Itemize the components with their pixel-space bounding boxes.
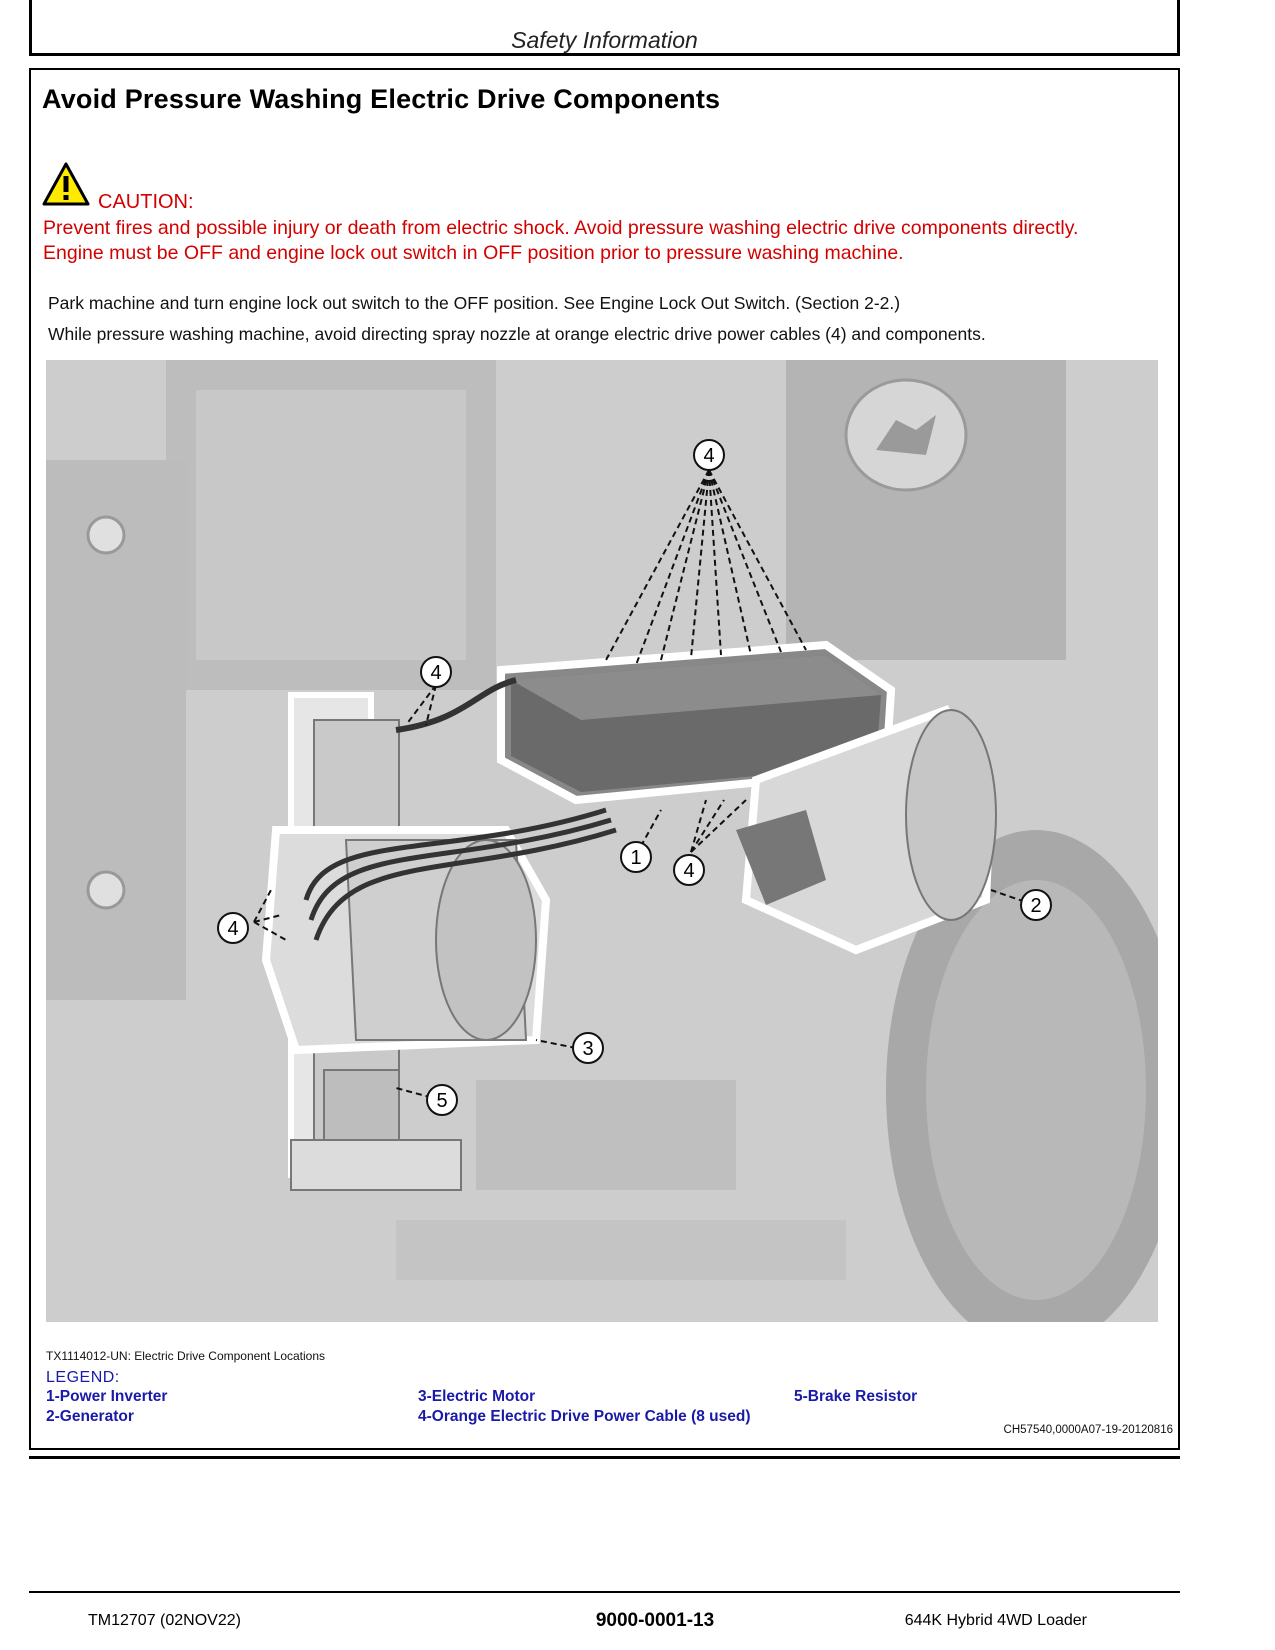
callout-4-motor (218, 913, 248, 943)
svg-text:1: 1 (630, 847, 642, 869)
header-title: Safety Information (511, 27, 698, 53)
instructions (48, 288, 986, 350)
legend-item: 4-Orange Electric Drive Power Cable (8 used) (418, 1408, 751, 1425)
caution-line: Engine must be OFF and engine lock out switch in OFF position prior to pressure washing machine. (43, 242, 904, 264)
legend-item: 2-Generator (46, 1408, 134, 1425)
caution-text (43, 216, 1183, 266)
legend-item: 1-Power Inverter (46, 1388, 168, 1405)
footer-manual-id: TM12707 (02NOV22) (88, 1612, 241, 1629)
footer-page-number: 9000-0001-13 (595, 1610, 715, 1631)
component-location-figure (46, 360, 1158, 1322)
legend-title: LEGEND: (46, 1369, 120, 1386)
caution-label: CAUTION: (98, 191, 194, 213)
svg-text:3: 3 (582, 1038, 594, 1060)
callout-4-inverter-left (421, 657, 451, 687)
svg-text:5: 5 (436, 1090, 448, 1112)
page-title: Avoid Pressure Washing Electric Drive Components (42, 84, 721, 114)
header-frame (29, 0, 1180, 56)
footer-machine-name: 644K Hybrid 4WD Loader (904, 1612, 1087, 1629)
content-bottom-rule (29, 1456, 1180, 1459)
legend-item: 5-Brake Resistor (794, 1388, 918, 1405)
svg-text:4: 4 (430, 662, 442, 684)
svg-text:4: 4 (683, 860, 695, 882)
callout-1 (621, 842, 651, 872)
callout-4-top (694, 440, 724, 470)
warning-triangle-icon (42, 162, 90, 206)
callout-3 (573, 1033, 603, 1063)
svg-text:4: 4 (227, 918, 239, 940)
caution-line: Prevent fires and possible injury or death from electric shock. Avoid pressure washing electric drive components directly. (43, 217, 1079, 239)
machine-illustration (46, 360, 1158, 1322)
footer-rule (29, 1591, 1180, 1593)
svg-text:2: 2 (1030, 895, 1042, 917)
instruction-paragraph: Park machine and turn engine lock out switch to the OFF position. See Engine Lock Out Switch. (Section 2-2.) (48, 293, 901, 313)
callout-5 (427, 1085, 457, 1115)
legend-item: 3-Electric Motor (418, 1388, 536, 1405)
callout-4-generator (674, 855, 704, 885)
figure-caption: TX1114012-UN: Electric Drive Component Locations (46, 1349, 326, 1363)
callout-2 (1021, 890, 1051, 920)
instruction-paragraph: While pressure washing machine, avoid directing spray nozzle at orange electric drive power cables (4) and components. (48, 324, 986, 344)
svg-text:4: 4 (703, 445, 715, 467)
document-code: CH57540,0000A07-19-20120816 (1003, 1424, 1173, 1436)
